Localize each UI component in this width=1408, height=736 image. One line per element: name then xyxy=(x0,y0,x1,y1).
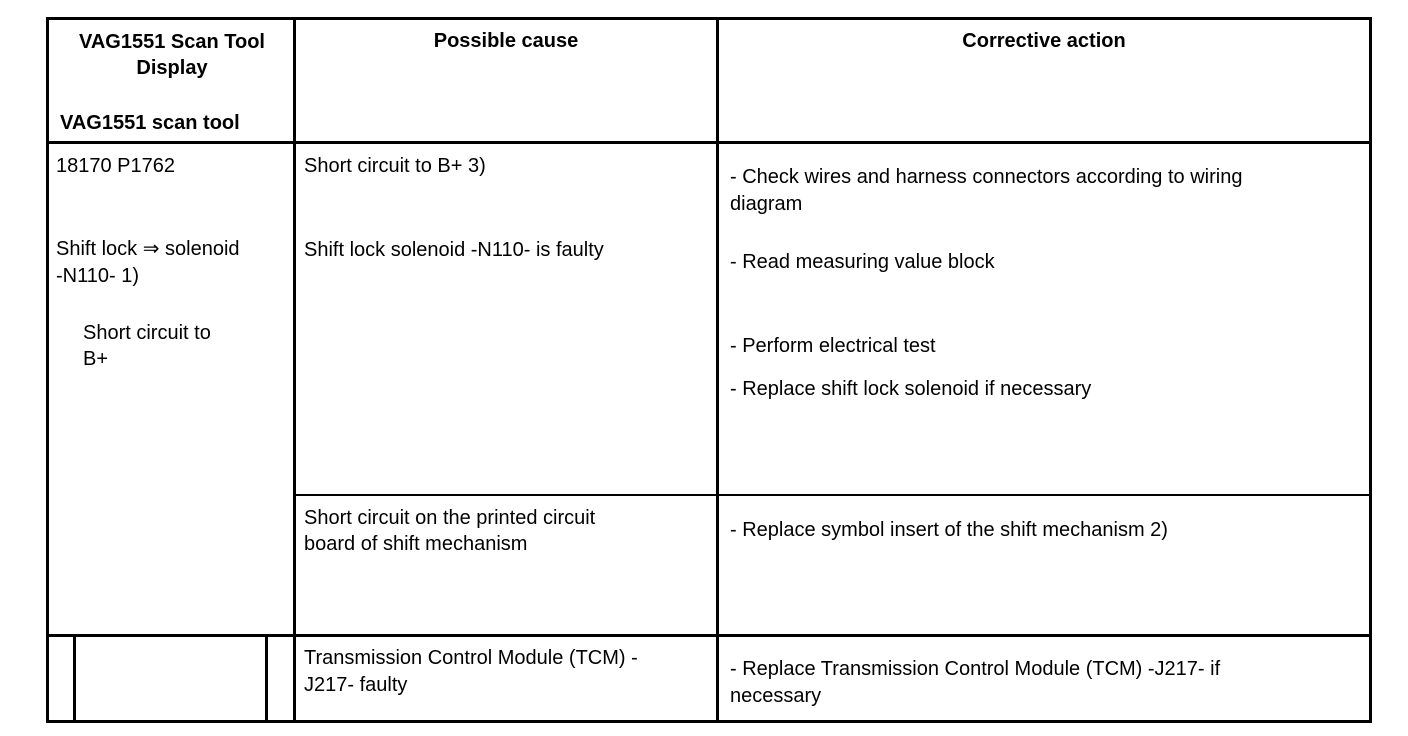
action-replace-solenoid: - Replace shift lock solenoid if necessary xyxy=(730,378,1092,400)
cause-tcm-line2: J217- faulty xyxy=(304,674,408,696)
action-replace-symbol-insert: - Replace symbol insert of the shift mechanism 2) xyxy=(730,519,1168,541)
header-corrective-action: Corrective action xyxy=(962,30,1126,52)
fault-desc-line1: Short circuit to xyxy=(83,322,211,344)
header-col1-line1: VAG1551 Scan Tool xyxy=(79,31,265,53)
cause-tcm-line1: Transmission Control Module (TCM) - xyxy=(304,647,638,669)
table-border-top xyxy=(46,17,1372,20)
action-replace-tcm-line2: necessary xyxy=(730,685,822,707)
column-divider-2 xyxy=(716,17,719,723)
row-divider-tcm xyxy=(46,634,1372,637)
component-line2: -N110- 1) xyxy=(56,265,139,287)
header-possible-cause: Possible cause xyxy=(433,30,579,52)
header-col1-line3: VAG1551 scan tool xyxy=(60,112,240,134)
action-replace-tcm-line1: - Replace Transmission Control Module (TCM) -J217- if xyxy=(730,658,1221,680)
fault-desc-line2: B+ xyxy=(83,348,109,370)
column-divider-1 xyxy=(293,17,296,723)
table-border-right xyxy=(1369,17,1372,723)
cause-pcb-line2: board of shift mechanism xyxy=(304,533,528,555)
action-check-wires-line2: diagram xyxy=(730,193,803,215)
cause-short-b-plus: Short circuit to B+ 3) xyxy=(304,155,486,177)
header-row-divider xyxy=(46,141,1372,144)
action-read-measuring: - Read measuring value block xyxy=(730,251,995,273)
component-line1: Shift lock ⇒ solenoid xyxy=(56,238,240,260)
row-divider-cause xyxy=(293,494,1372,496)
action-electrical-test: - Perform electrical test xyxy=(730,335,936,357)
cause-solenoid-faulty: Shift lock solenoid -N110- is faulty xyxy=(304,239,604,261)
inner-cell-line-left xyxy=(73,634,76,723)
action-check-wires-line1: - Check wires and harness connectors according to wiring xyxy=(730,166,1243,188)
inner-cell-line-right xyxy=(265,634,268,723)
header-col1-line2-wrap xyxy=(50,55,294,81)
header-col1-line2: Display xyxy=(136,57,208,79)
table-border-left xyxy=(46,17,49,723)
cause-pcb-line1: Short circuit on the printed circuit xyxy=(304,507,596,529)
header-scan-tool-display xyxy=(50,29,294,55)
table-border-bottom xyxy=(46,720,1372,723)
fault-code: 18170 P1762 xyxy=(56,155,176,177)
